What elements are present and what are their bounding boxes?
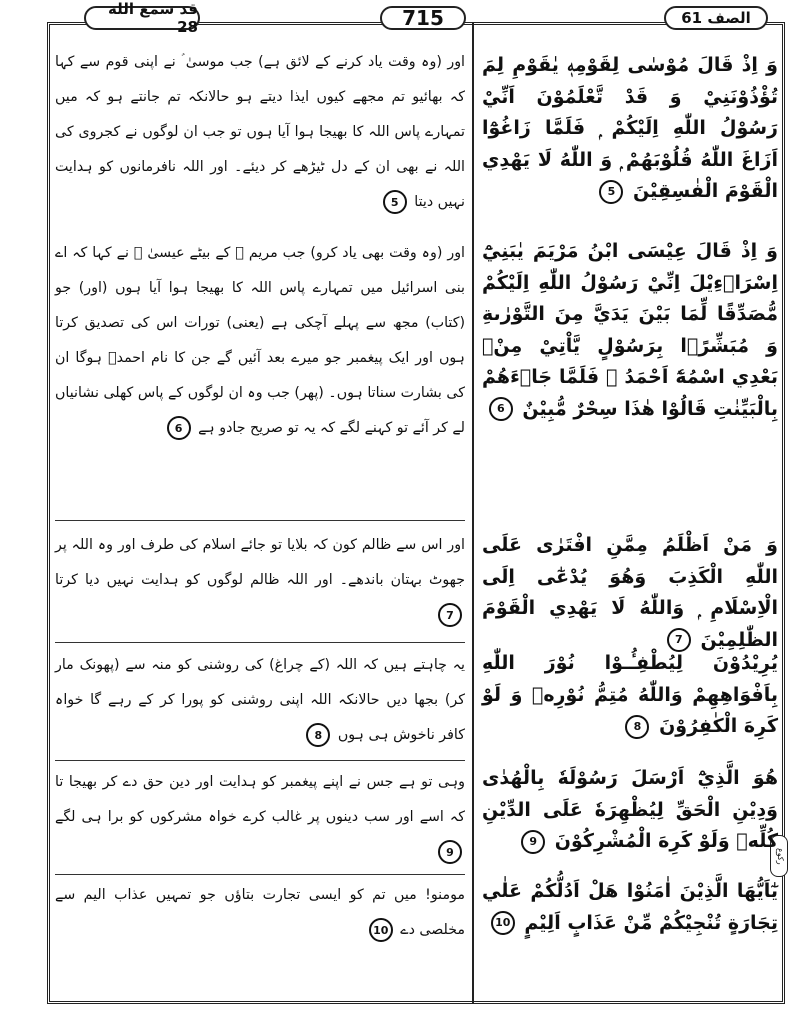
arabic-text: يُرِيْدُوْنَ لِيُطْفِـُٔـوْا نُوْرَ اللّٰهِ بِاَفْوَاهِهِمْ وَاللّٰهُ مُتِمُّ نُوْرِهٖ وَ لَوْ كَرِهَ الْكٰفِرُوْنَ: [482, 652, 778, 737]
urdu-text: مومنو! میں تم کو ایسی تجارت بتاؤں جو تمہیں عذاب الیم سے مخلصی دے: [55, 887, 465, 938]
arabic-text: يٰٓاَيُّهَا الَّذِيْنَ اٰمَنُوْا هَلْ اَدُلُّكُمْ عَلٰي تِجَارَةٍ تُنْجِيْكُمْ مِّنْ عَذَابٍ اَلِيْمٍ: [482, 880, 778, 934]
ayah-number: 8: [625, 715, 649, 739]
urdu-translation-10: [55, 878, 465, 988]
urdu-text: اور (وہ وقت بھی یاد کرو) جب مریم ؑ کے بیٹے عیسیٰ ؑ نے کہا کہ اے بنی اسرائیل میں تمہارے پاس اللہ کا بھیجا ہوا آیا ہوں (اور) جو (کتاب) مجھ سے پہلے آچکی ہے (یعنی) تورات اس کی تصدیق کرتا ہوں اور ایک پیغمبر جو میرے بعد آئیں گے جن کا نام احمدؐ ہوگا ان کی بشارت سناتا ہوں۔ (پھر) جب وہ ان لوگوں کے پاس کھلی نشانیاں لے کر آئے تو کہنے لگے کہ یہ تو صریح جادو ہے: [55, 245, 465, 436]
section-divider: [55, 760, 465, 761]
ruku-mark: ركوع: [770, 835, 788, 877]
arabic-text: وَ اِذْ قَالَ مُوْسٰى لِقَوْمِهٖ يٰقَوْمِ لِمَ تُؤْذُوْنَنِيْ وَ قَدْ تَّعْلَمُوْنَ اَنِّيْ رَسُوْلُ اللّٰهِ اِلَيْكُمْ ۭ فَلَمَّا زَاغُوْٓا اَزَاغَ اللّٰهُ قُلُوْبَهُمْ ۭ وَ اللّٰهُ لَا يَهْدِي الْقَوْمَ الْفٰسِقِيْنَ: [482, 54, 778, 202]
column-divider: [472, 22, 474, 1004]
arabic-text: وَ اِذْ قَالَ عِيْسَى ابْنُ مَرْيَمَ يٰبَنِيْٓ اِسْرَاۗءِيْلَ اِنِّيْ رَسُوْلُ اللّٰهِ اِلَيْكُمْ مُّصَدِّقًا لِّمَا بَيْنَ يَدَيَّ مِنَ التَّوْرٰىةِ وَ مُبَشِّرًۢا بِرَسُوْلٍ يَّاْتِيْ مِنْۢ بَعْدِي اسْمُهٗٓ اَحْمَدُ ۭ فَلَمَّا جَاۗءَهُمْ بِالْبَيِّنٰتِ قَالُوْا هٰذَا سِحْرٌ مُّبِيْنٌ: [482, 240, 778, 420]
arabic-text: هُوَ الَّذِيْٓ اَرْسَلَ رَسُوْلَهٗ بِالْهُدٰى وَدِيْنِ الْحَقِّ لِيُظْهِرَهٗ عَلَى الدِّيْنِ كُلِّهٖ وَلَوْ كَرِهَ الْمُشْرِكُوْنَ: [482, 767, 778, 852]
ayah-number: 7: [438, 603, 462, 627]
section-divider: [55, 520, 465, 521]
ayah-number: 6: [489, 397, 513, 421]
urdu-translation-9: [55, 765, 465, 873]
urdu-translation-6: [55, 236, 465, 518]
urdu-text: وہی تو ہے جس نے اپنے پیغمبر کو ہدایت اور دین حق دے کر بھیجا تا کہ اسے اور سب دینوں پر غالب کرے خواہ مشرکوں کو برا ہی لگے: [55, 774, 465, 825]
ayah-number: 8: [306, 723, 330, 747]
ayah-number: 10: [491, 911, 515, 935]
section-divider: [55, 642, 465, 643]
ayah-number: 5: [383, 190, 407, 214]
ayah-number: 10: [369, 918, 393, 942]
arabic-text: وَ مَنْ اَظْلَمُ مِمَّنِ افْتَرٰى عَلَى اللّٰهِ الْكَذِبَ وَهُوَ يُدْعٰٓى اِلَى الْاِسْلَامِ ۭ وَاللّٰهُ لَا يَهْدِي الْقَوْمَ الظّٰلِمِيْنَ: [482, 534, 778, 651]
ayah-number: 6: [167, 416, 191, 440]
arabic-verse-8: [482, 648, 778, 758]
urdu-translation-7: [55, 528, 465, 638]
urdu-translation-5: [55, 45, 465, 235]
urdu-text: اور اس سے ظالم کون کہ بلایا تو جائے اسلام کی طرف اور وہ اللہ پر جھوٹ بہتان باندھے۔ اور اللہ ظالم لوگوں کو ہدایت نہیں دیا کرتا: [55, 537, 465, 588]
urdu-text: اور (وہ وقت یاد کرنے کے لائق ہے) جب موسیٰ ؑ نے اپنی قوم سے کہا کہ بھائیو تم مجھے کیوں ایذا دیتے ہو حالانکہ تم جانتے ہو کہ میں تمہارے پاس اللہ کا بھیجا ہوا آیا ہوں تو جب ان لوگوں نے کجروی کی اللہ نے بھی ان کے دل ٹیڑھے کر دیئے۔ اور اللہ نافرمانوں کو ہدایت نہیں دیتا: [55, 54, 465, 210]
urdu-translation-8: [55, 648, 465, 758]
para-name: قد سمع الله 28: [108, 0, 198, 36]
ayah-number: 9: [438, 840, 462, 864]
surah-name-badge: [664, 6, 768, 30]
ayah-number: 7: [667, 628, 691, 652]
ayah-number: 9: [521, 830, 545, 854]
section-divider: [55, 874, 465, 875]
para-name-badge: [84, 0, 200, 36]
arabic-verse-7: [482, 530, 778, 651]
surah-name: الصف 61: [681, 9, 751, 27]
arabic-verse-10: [482, 876, 778, 996]
page-number-badge: [380, 6, 466, 30]
page-number: 715: [402, 6, 444, 30]
arabic-verse-9: [482, 763, 778, 873]
ayah-number: 5: [599, 180, 623, 204]
arabic-verse-6: [482, 236, 778, 514]
arabic-verse-5: [482, 50, 778, 236]
urdu-text: یہ چاہتے ہیں کہ اللہ (کے چراغ) کی روشنی کو منہ سے (پھونک مار کر) بجھا دیں حالانکہ اللہ اپنی روشنی کو پورا کر کے رہے گا خواہ کافر ناخوش ہی ہوں: [55, 657, 465, 743]
